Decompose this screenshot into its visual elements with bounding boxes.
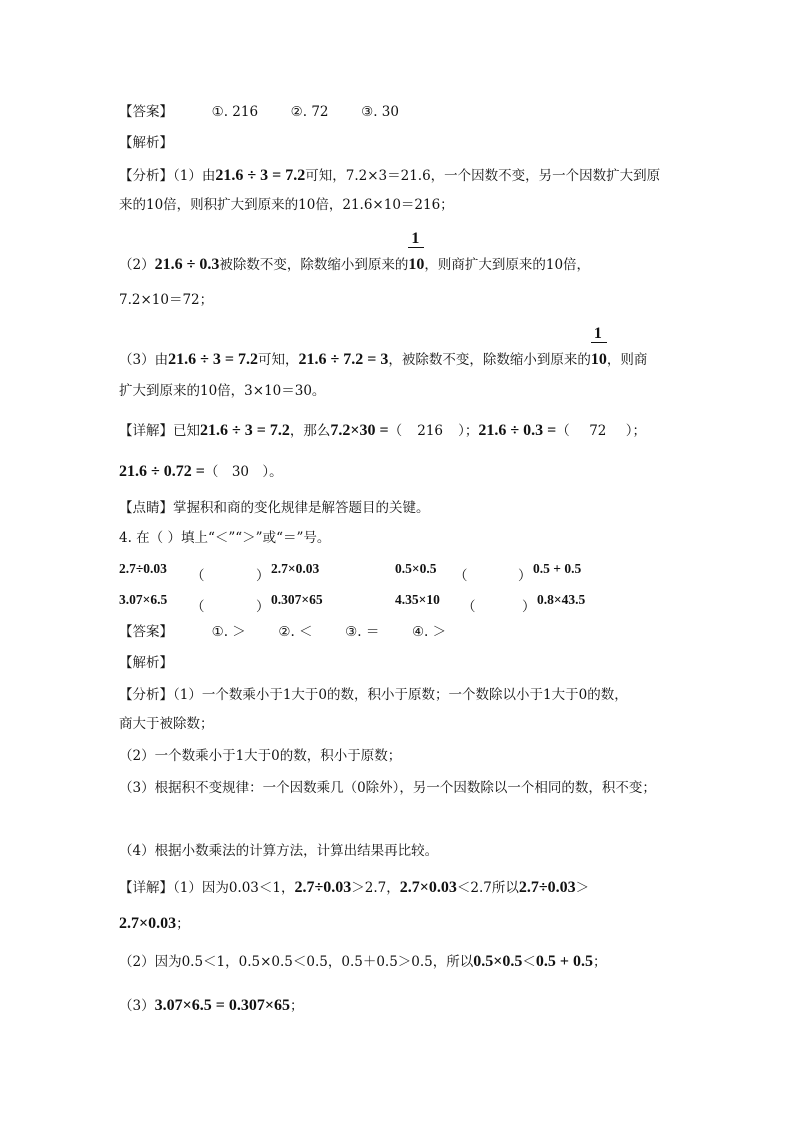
answer-label: 【答案】	[119, 104, 173, 120]
compare-blank-close: ）	[256, 568, 270, 584]
answer-item: ①. ＞	[211, 624, 246, 640]
compare-right-expression: 2.7×0.03	[271, 561, 320, 576]
math-expression: 21.6 ÷ 0.3 =	[478, 422, 557, 439]
compare-blank-close: ）	[522, 599, 536, 615]
fenxi-line-6: 扩大到原来的10倍，3×10＝30。	[119, 383, 326, 399]
math-expression: 21.6 ÷ 3 = 7.2	[200, 422, 290, 439]
analysis-heading: 【解析】	[119, 135, 173, 151]
xiangjie-label: 【详解】	[119, 423, 173, 439]
compare-left-expression: 3.07×6.5	[119, 592, 168, 607]
fenxi-label: 【分析】	[119, 687, 173, 703]
math-expression: 2.7×0.03	[119, 915, 177, 932]
answer-item: ①. 216	[211, 104, 259, 120]
answer-label: 【答案】	[119, 624, 173, 640]
math-expression: 2.7÷0.03	[518, 879, 576, 896]
xiangjie-line-3: （2）因为0.5＜1，0.5×0.5＜0.5，0.5＋0.5＞0.5，所以0.5×0.5＜0.5 + 0.5；	[119, 953, 607, 970]
xiangjie-line-2: 2.7×0.03；	[119, 915, 190, 932]
compare-right-expression: 0.8×43.5	[537, 592, 586, 607]
answer-item: ④. ＞	[411, 624, 447, 640]
answer-item: ③. ＝	[345, 624, 380, 640]
math-expression: 0.5×0.5	[473, 953, 523, 970]
answer-item: ②. ＜	[278, 624, 313, 640]
compare-blank-open: （	[462, 599, 476, 615]
dianjing-line: 【点睛】掌握积和商的变化规律是解答题目的关键。	[119, 500, 430, 516]
answer-blank: 30	[231, 464, 249, 480]
analysis-heading: 【解析】	[119, 655, 173, 671]
xiangjie-line-1: 【详解】已知21.6 ÷ 3 = 7.2，那么7.2×30 =（ 216 ）；21.6 ÷ 0.3 =（ 72 ）；	[119, 422, 647, 439]
compare-left-expression: 4.35×10	[395, 592, 440, 607]
fenxi-line-1: 【分析】（1）由21.6 ÷ 3 = 7.2可知，7.2×3＝21.6，一个因数不变，另一个因数扩大到原	[119, 167, 661, 184]
math-expression: 21.6 ÷ 0.3	[154, 256, 220, 273]
compare-left-expression: 0.5×0.5	[395, 561, 437, 576]
answer-blank: 72	[589, 423, 607, 439]
fenxi-line-4: 7.2×10＝72；	[119, 292, 214, 308]
compare-blank-open: （	[191, 599, 205, 615]
compare-right-expression: 0.307×65	[271, 592, 323, 607]
fenxi-line-2: 来的10倍，则积扩大到原来的10倍，21.6×10＝216；	[119, 197, 454, 213]
math-expression: 2.7÷0.03	[294, 879, 352, 896]
fenxi-line-3: （2）21.6 ÷ 0.3被除数不变，除数缩小到原来的 $\frac{1}{10}$，则商扩大到原来的10倍，	[119, 230, 591, 273]
compare-blank-close: ）	[256, 599, 270, 615]
fenxi-line-2: 商大于被除数；	[119, 716, 214, 732]
fenxi-line-5: （3）由21.6 ÷ 3 = 7.2可知，21.6 ÷ 7.2 = 3，被除数不变，除数缩小到原来的 $\frac{1}{10}$，则商	[119, 325, 648, 368]
xiangjie-line-2: 21.6 ÷ 0.72 =（ 30 ）。	[119, 463, 283, 480]
answer-item: ③. 30	[361, 104, 399, 120]
fenxi-line-1: 【分析】（1）一个数乘小于1大于0的数，积小于原数；一个数除以小于1大于0的数，	[119, 687, 628, 703]
xiangjie-label: 【详解】	[119, 880, 173, 896]
math-expression: 21.6 ÷ 3 = 7.2	[168, 351, 258, 368]
compare-left-expression: 2.7÷0.03	[119, 561, 167, 576]
math-expression: 21.6 ÷ 0.72 =	[119, 463, 205, 480]
fenxi-line-5: （4）根据小数乘法的计算方法，计算出结果再比较。	[119, 843, 439, 859]
fenxi-line-3: （2）一个数乘小于1大于0的数，积小于原数；	[119, 748, 402, 764]
answer-item: ②. 72	[290, 104, 329, 120]
math-expression: 7.2×30 =	[330, 422, 389, 439]
dianjing-label: 【点睛】	[119, 500, 173, 516]
fenxi-label: 【分析】	[119, 168, 173, 184]
answer-row-q4	[119, 622, 446, 642]
math-expression: 3.07×6.5 = 0.307×65	[154, 997, 290, 1014]
fraction-one-tenth: $\frac{1}{10}$	[408, 230, 425, 273]
xiangjie-line-4: （3）3.07×6.5 = 0.307×65；	[119, 997, 304, 1014]
math-expression: 2.7×0.03	[399, 879, 457, 896]
math-expression: 0.5 + 0.5	[535, 953, 594, 970]
compare-blank-close: ）	[518, 568, 532, 584]
compare-blank-open: （	[454, 568, 468, 584]
math-expression: 21.6 ÷ 7.2 = 3	[298, 351, 389, 368]
compare-right-expression: 0.5 + 0.5	[533, 561, 582, 576]
math-expression: 21.6 ÷ 3 = 7.2	[215, 167, 306, 184]
compare-blank-open: （	[191, 568, 205, 584]
xiangjie-line-1: 【详解】（1）因为0.03＜1，2.7÷0.03＞2.7，2.7×0.03＜2.7所以2.7÷0.03＞	[119, 879, 590, 896]
fraction-one-tenth: $\frac{1}{10}$	[590, 325, 607, 368]
answer-blank: 216	[417, 423, 444, 439]
fenxi-line-4: （3）根据积不变规律：一个因数乘几（0除外），另一个因数除以一个相同的数，积不变；	[119, 780, 656, 796]
question-4-title: 4. 在（ ）填上“＜”“＞”或“＝”号。	[119, 530, 331, 546]
answer-row-q3	[119, 102, 399, 122]
